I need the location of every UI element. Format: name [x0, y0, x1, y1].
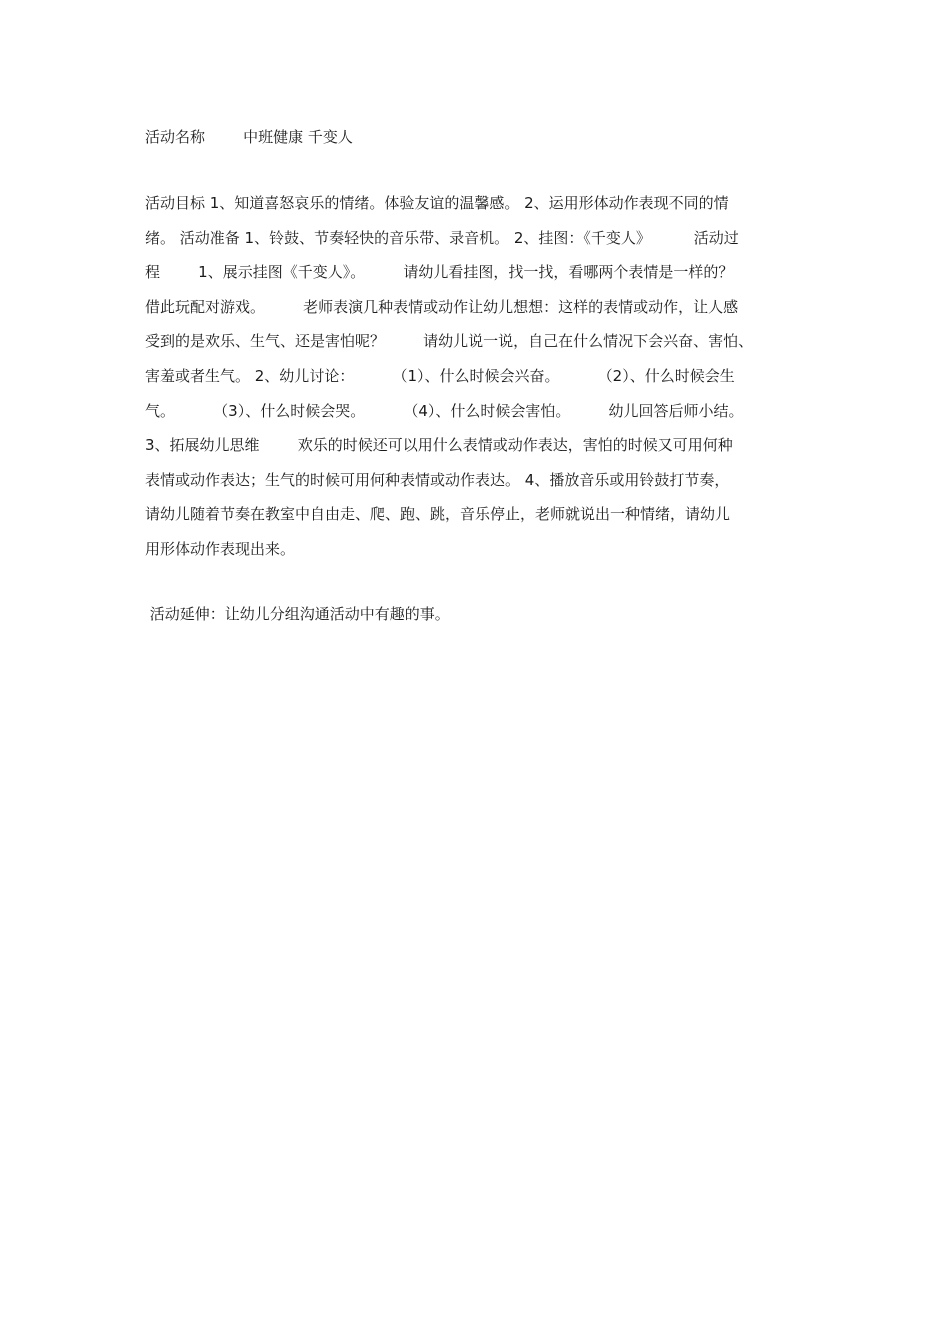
body-line: 害羞或者生气。 2、幼儿讨论： （1）、什么时候会兴奋。 （2）、什么时候会生 — [145, 366, 735, 385]
body-line: 3、拓展幼儿思维 欢乐的时候还可以用什么表情或动作表达，害怕的时候又可用何种 — [145, 436, 733, 455]
body-line: 表情或动作表达；生气的时候可用何种表情或动作表达。 4、播放音乐或用铃鼓打节奏， — [145, 470, 730, 489]
body-line: 绪。 活动准备 1、铃鼓、节奏轻快的音乐带、录音机。 2、挂图：《千变人》 活动过 — [145, 228, 739, 247]
body-line: 借此玩配对游戏。 老师表演几种表情或动作让幼儿想想：这样的表情或动作，让人感 — [145, 297, 739, 316]
activity-extension: 活动延伸：让幼儿分组沟通活动中有趣的事。 — [145, 605, 450, 623]
activity-body — [145, 190, 825, 571]
activity-title: 活动名称 中班健康 千变人 — [145, 128, 353, 146]
body-line: 用形体动作表现出来。 — [145, 539, 296, 558]
body-line: 请幼儿随着节奏在教室中自由走、爬、跑、跳，音乐停止，老师就说出一种情绪，请幼儿 — [145, 505, 731, 524]
body-line: 受到的是欢乐、生气、还是害怕呢？ 请幼儿说一说，自己在什么情况下会兴奋、害怕、 — [145, 332, 754, 351]
body-line: 气。 （3）、什么时候会哭。 （4）、什么时候会害怕。 幼儿回答后师小结。 — [145, 401, 744, 420]
body-line: 活动目标 1、知道喜怒哀乐的情绪。体验友谊的温馨感。 2、运用形体动作表现不同的情 — [145, 194, 729, 212]
body-line: 程 1、展示挂图《千变人》。 请幼儿看挂图，找一找，看哪两个表情是一样的？ — [145, 263, 734, 282]
